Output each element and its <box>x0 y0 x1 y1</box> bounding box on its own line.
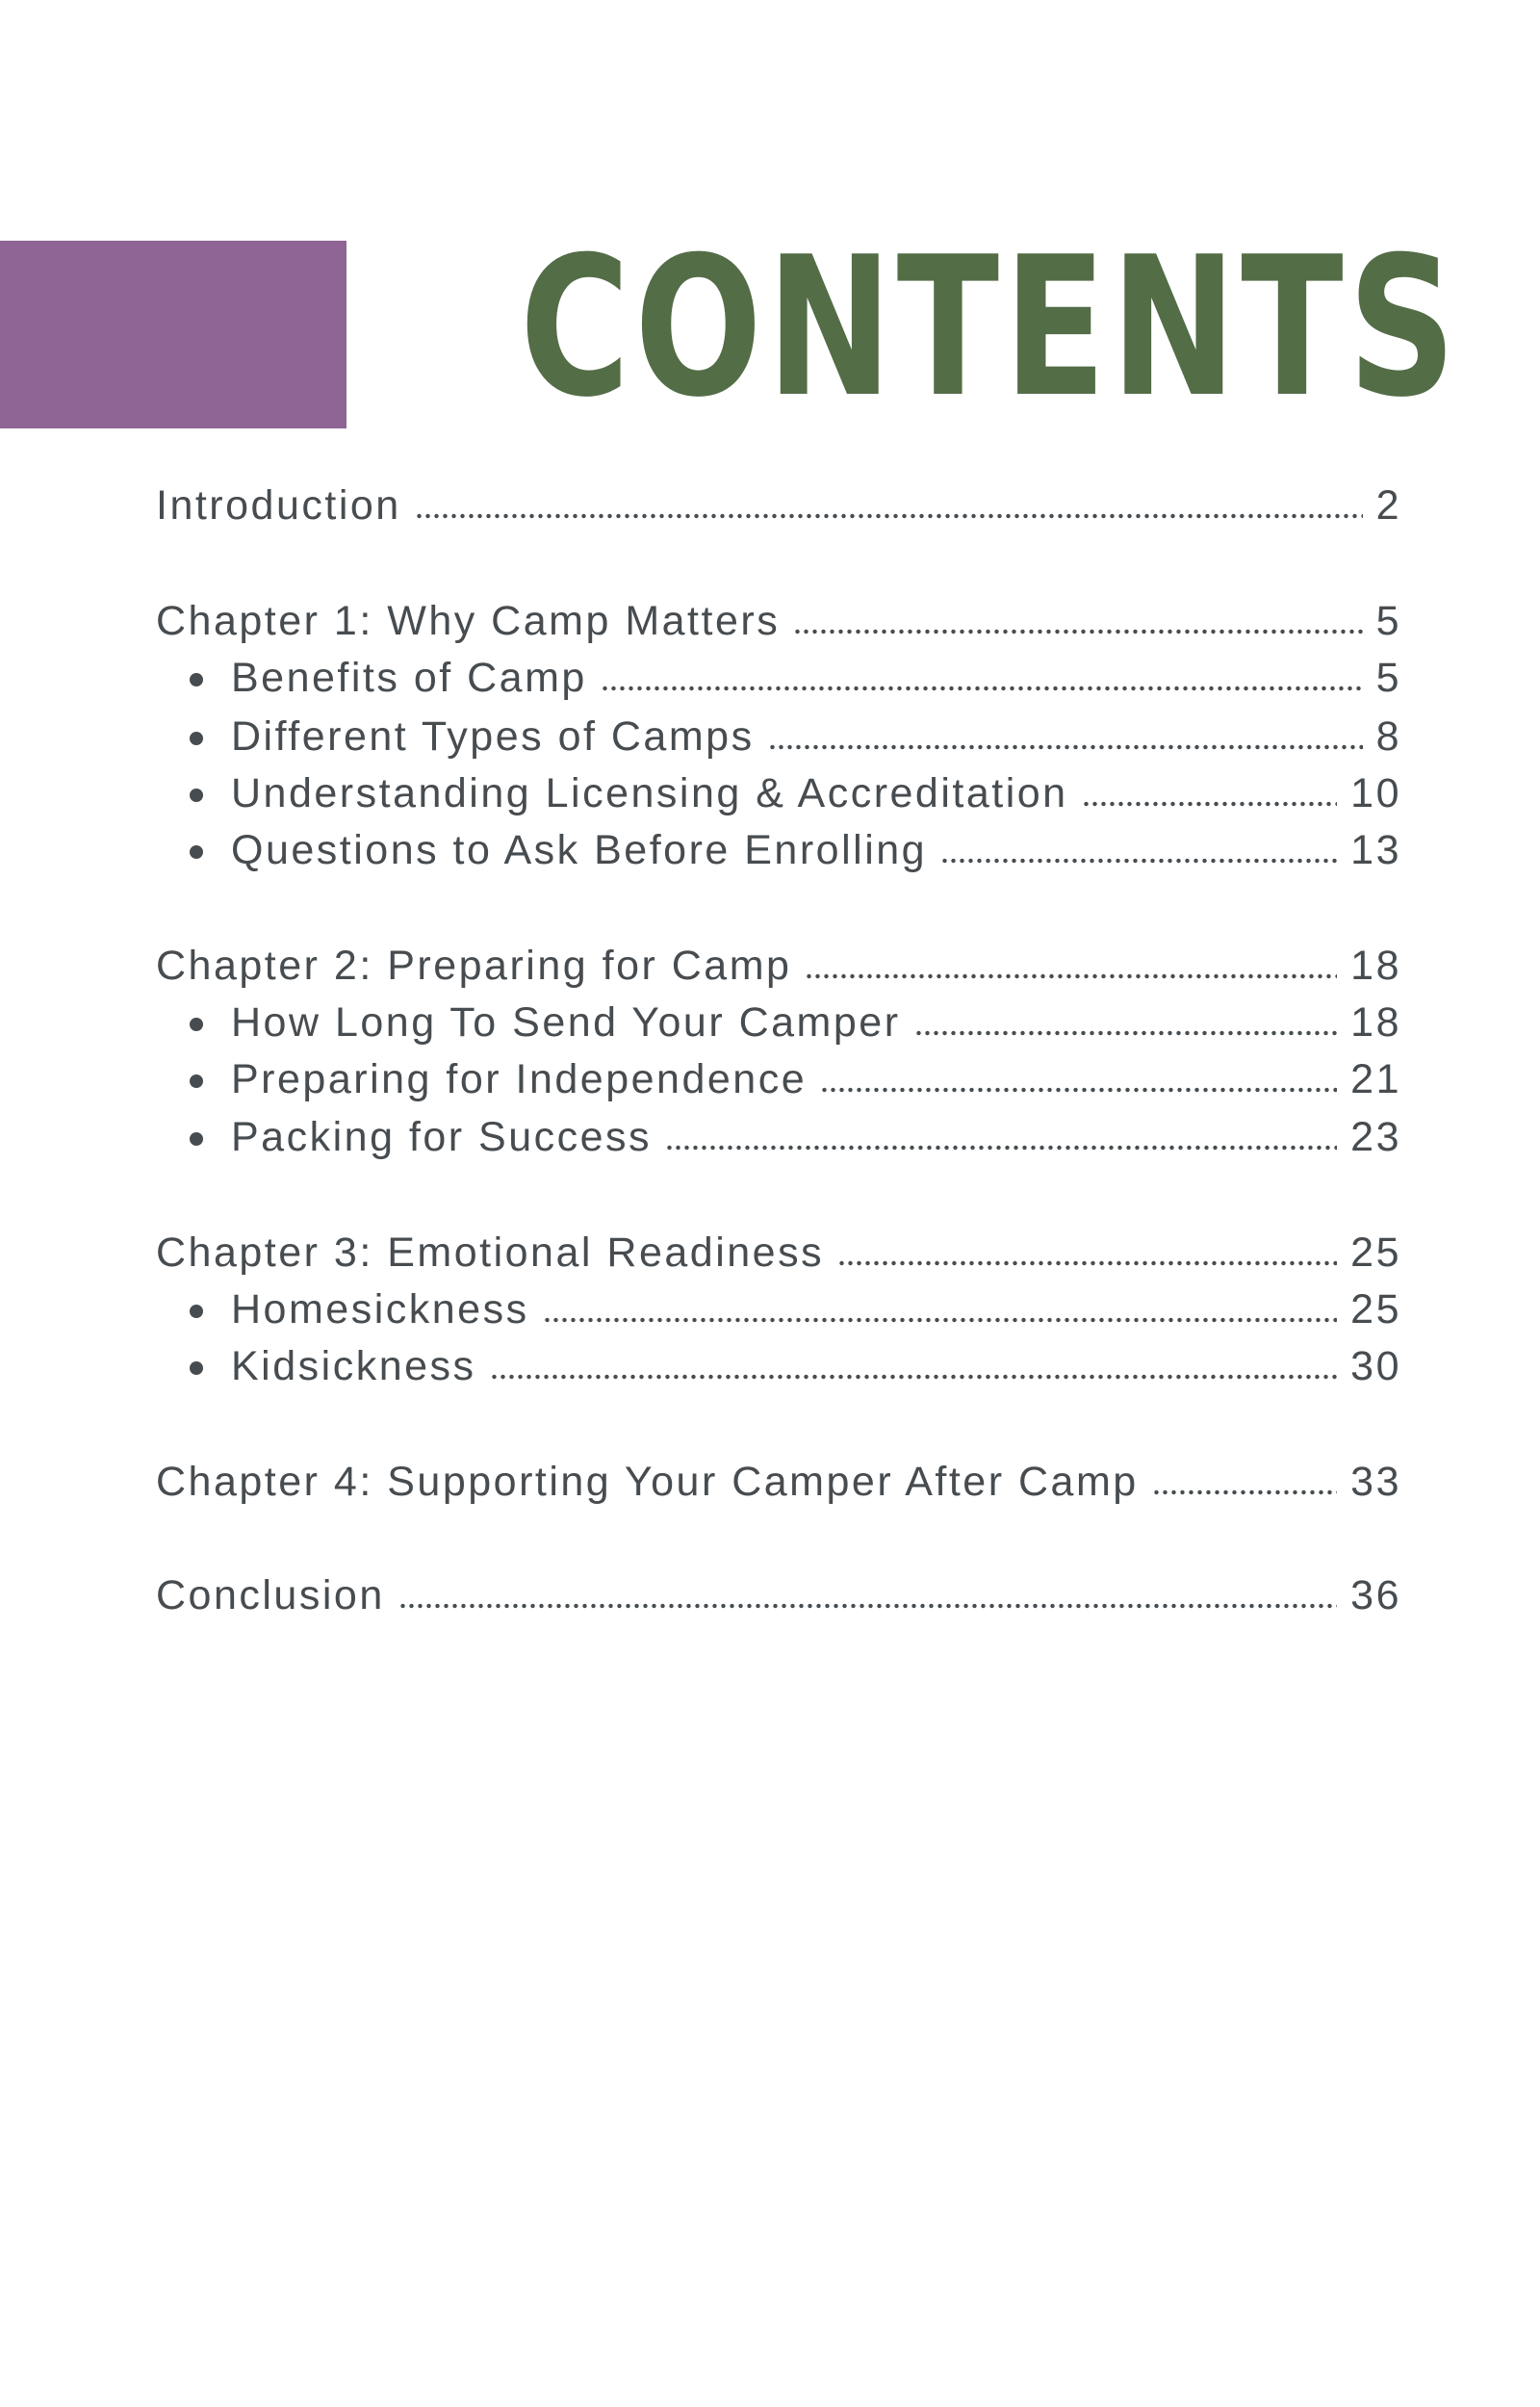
toc-page-number: 10 <box>1350 770 1401 816</box>
toc-entry-label: Understanding Licensing & Accreditation <box>231 770 1068 816</box>
toc-entry-label: Chapter 1: Why Camp Matters <box>156 598 781 644</box>
toc-entry[interactable] <box>156 481 1401 530</box>
toc-page-number: 18 <box>1350 943 1401 989</box>
toc-entry[interactable] <box>156 597 1401 645</box>
page-title: CONTENTS <box>520 216 1461 440</box>
bullet-icon <box>190 673 203 686</box>
toc-page-number: 30 <box>1350 1343 1401 1389</box>
bullet-icon <box>190 1305 203 1318</box>
toc-entry-label: Homesickness <box>231 1286 529 1333</box>
toc-subentry[interactable] <box>190 1285 1401 1333</box>
bullet-icon <box>190 1018 203 1031</box>
bullet-icon <box>190 732 203 745</box>
toc-entry-label: Preparing for Independence <box>231 1056 808 1102</box>
toc-subentry[interactable] <box>190 1113 1401 1161</box>
toc-page-number: 8 <box>1375 713 1401 760</box>
toc-page-number: 36 <box>1350 1572 1401 1618</box>
toc-page-number: 21 <box>1350 1056 1401 1102</box>
dot-leader <box>914 1029 1338 1037</box>
toc-entry-label: Benefits of Camp <box>231 655 587 701</box>
dot-leader <box>940 857 1337 865</box>
toc-page-number: 25 <box>1350 1229 1401 1276</box>
toc-page-number: 25 <box>1350 1286 1401 1333</box>
toc-entry-label: Introduction <box>156 482 401 529</box>
toc-page-number: 33 <box>1350 1459 1401 1505</box>
toc-entry[interactable] <box>156 1458 1401 1506</box>
toc-entry-label: Packing for Success <box>231 1114 653 1160</box>
toc-subentry[interactable] <box>190 712 1401 761</box>
dot-leader <box>415 512 1363 520</box>
toc-entry-label: Kidsickness <box>231 1343 476 1389</box>
dot-leader <box>398 1602 1337 1610</box>
toc-subentry[interactable] <box>190 654 1401 702</box>
toc-entry-label: Different Types of Camps <box>231 713 755 760</box>
bullet-icon <box>190 1361 203 1375</box>
toc-entry-label: How Long To Send Your Camper <box>231 999 901 1046</box>
bullet-icon <box>190 845 203 859</box>
toc-page-number: 5 <box>1375 598 1401 644</box>
toc-entry-label: Chapter 4: Supporting Your Camper After Camp <box>156 1459 1139 1505</box>
dot-leader <box>837 1259 1337 1267</box>
toc-page-number: 2 <box>1375 482 1401 529</box>
toc-entry[interactable] <box>156 1571 1401 1619</box>
bullet-icon <box>190 789 203 802</box>
toc-entry-label: Chapter 2: Preparing for Camp <box>156 943 792 989</box>
toc-subentry[interactable] <box>190 769 1401 817</box>
dot-leader <box>805 972 1337 980</box>
dot-leader <box>490 1373 1338 1381</box>
decorative-purple-block <box>0 241 346 428</box>
dot-leader <box>1152 1488 1337 1496</box>
toc-page-number: 5 <box>1375 655 1401 701</box>
toc-page-number: 18 <box>1350 999 1401 1046</box>
toc-entry[interactable] <box>156 942 1401 990</box>
dot-leader <box>543 1316 1338 1324</box>
toc-entry-label: Chapter 3: Emotional Readiness <box>156 1229 825 1276</box>
dot-leader <box>820 1086 1337 1094</box>
dot-leader <box>665 1144 1337 1152</box>
toc-subentry[interactable] <box>190 1055 1401 1103</box>
bullet-icon <box>190 1074 203 1088</box>
dot-leader <box>601 685 1363 692</box>
toc-page-number: 13 <box>1350 827 1401 873</box>
dot-leader <box>1082 800 1338 808</box>
toc-page-number: 23 <box>1350 1114 1401 1160</box>
toc-entry-label: Conclusion <box>156 1572 385 1618</box>
dot-leader <box>793 628 1362 635</box>
dot-leader <box>768 743 1363 751</box>
toc-entry[interactable] <box>156 1229 1401 1277</box>
toc-subentry[interactable] <box>190 1342 1401 1390</box>
toc-subentry[interactable] <box>190 998 1401 1047</box>
toc-entry-label: Questions to Ask Before Enrolling <box>231 827 928 873</box>
bullet-icon <box>190 1132 203 1146</box>
toc-subentry[interactable] <box>190 826 1401 874</box>
